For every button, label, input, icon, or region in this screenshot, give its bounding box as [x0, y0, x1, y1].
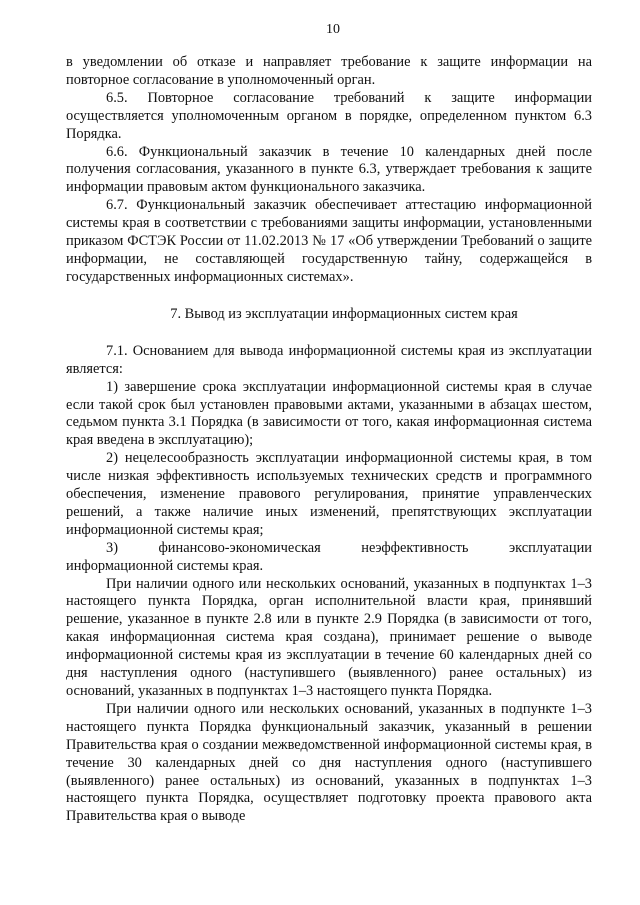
paragraph: 6.5. Повторное согласование требований к защите информации осуществляется уполномоченным органом в порядке, определенном пунктом 6.3 Порядка. — [66, 89, 592, 142]
paragraph: При наличии одного или нескольких оснований, указанных в подпункте 1–3 настоящего пункта Порядка функциональный заказчик, указанный в решении Правительства края о создании межведомственной информационной системы края, в течение 30 календарных дней со дня наступления одного (наступившего (выявленного) ранее остальных) из оснований, указанных в подпунктах 1–3 настоящего пункта Порядка, осуществляет подготовку проекта правового акта Правительства края о выводе — [66, 700, 592, 825]
paragraph: в уведомлении об отказе и направляет требование к защите информации на повторное согласование в уполномоченный орган. — [66, 54, 592, 88]
paragraph: 6.7. Функциональный заказчик обеспечивает аттестацию информационной системы края в соответствии с требованиями защиты информации, установленными приказом ФСТЭК России от 11.02.2013 № 17 «Об утверждении Требований о защите информации, не составляющей государственную тайну, содержащейся в государственных информационных системах». — [66, 197, 592, 285]
paragraph: При наличии одного или нескольких оснований, указанных в подпунктах 1–3 настоящего пункта Порядка, орган исполнительной власти края, принявший решение, указанное в пункте 2.8 или в пункте 2.9 Порядка (в зависимости от того, какая информационная система края создана), принимает решение о выводе информационной системы края из эксплуатации в течение 60 календарных дней со дня наступления одного (наступившего (выявленного) ранее остальных) из оснований, указанных в подпунктах 1–3 настоящего пункта Порядка. — [66, 575, 592, 699]
paragraph: 7.1. Основанием для вывода информационной системы края из эксплуатации является: — [66, 342, 592, 377]
document-body — [66, 54, 592, 826]
list-item: 3) финансово-экономическая неэффективность эксплуатации информационной системы края. — [66, 539, 592, 574]
paragraph: 6.6. Функциональный заказчик в течение 10 календарных дней после получения согласования, указанного в пункте 6.3, утверждает требования к защите информации правовым актом функционального заказчика. — [66, 143, 592, 196]
list-item: 1) завершение срока эксплуатации информационной системы края в случае если такой срок был установлен правовыми актами, указанными в абзацах шестом, седьмом пункта 3.1 Порядка (в зависимости от того, какая информационная система края введена в эксплуатацию); — [66, 378, 592, 449]
list-item: 2) нецелесообразность эксплуатации информационной системы края, в том числе низкая эффективность используемых технических средств и программного обеспечения, изменение правового регулирования, принятие управленческих решений, а также наличие иных изменений, препятствующих эксплуатации информационной системы края; — [66, 450, 592, 538]
section-heading: 7. Вывод из эксплуатации информационных систем края — [170, 305, 518, 322]
page-number: 10 — [326, 22, 340, 37]
